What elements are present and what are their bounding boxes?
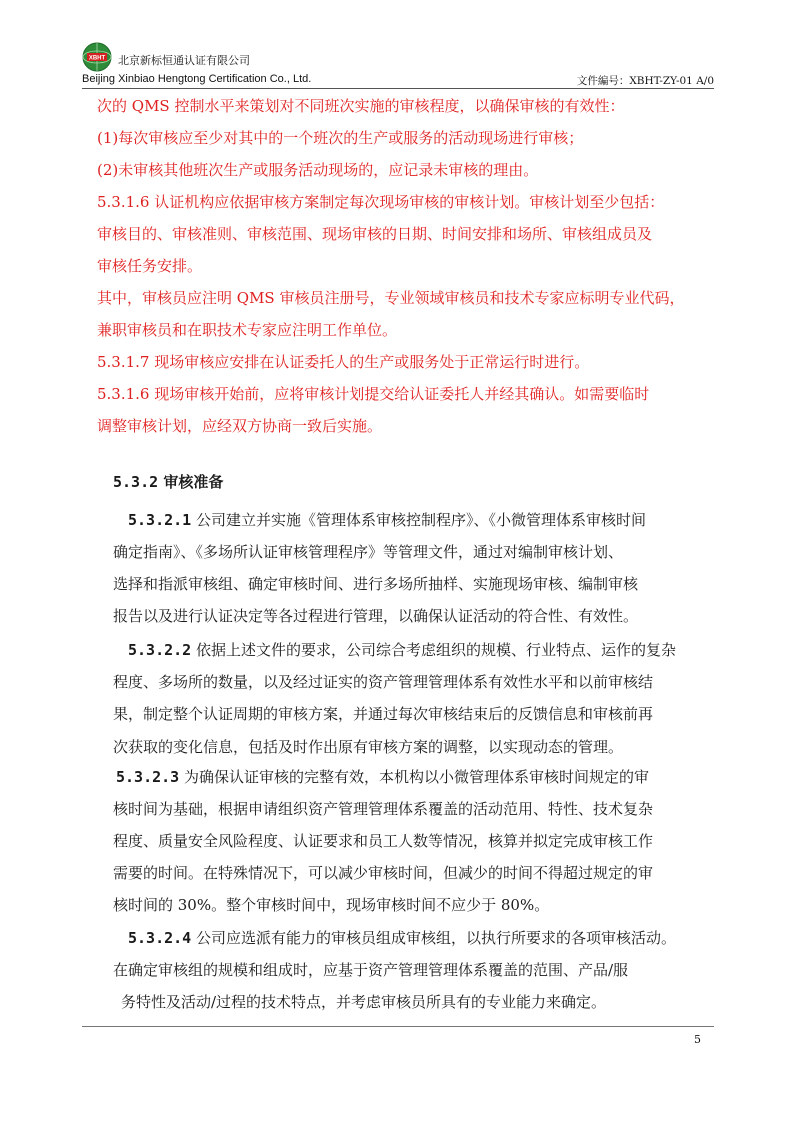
section-heading (113, 472, 223, 492)
body-line: 次的 QMS 控制水平来策划对不同班次实施的审核程度，以确保审核的有效性： (97, 97, 625, 115)
page-header (82, 42, 714, 90)
clause-5-3-1-7-line: 5.3.1.7 现场审核应安排在认证委托人的生产或服务处于正常运行时进行。 (97, 353, 590, 371)
body-line: 兼职审核员和在职技术专家应注明工作单位。 (97, 321, 398, 339)
paragraph-line: 务特性及活动/过程的技术特点，并考虑审核员所具有的专业能力来确定。 (121, 993, 607, 1011)
clause-5-3-1-6b-line: 5.3.1.6 现场审核开始前，应将审核计划提交给认证委托人并经其确认。如需要临时 (97, 385, 650, 403)
document-number: 文件編号：XBHT-ZY-01 A/0 (576, 75, 714, 87)
paragraph-line: 程度、质量安全风险程度、认证要求和员工人数等情况，核算并拟定完成审核工作 (113, 832, 654, 850)
page-number: 5 (694, 1033, 701, 1046)
section-number: 5.3.2 (113, 473, 159, 491)
logo-text: XBHT (88, 55, 106, 62)
footer-divider (82, 1026, 714, 1027)
body-line: 审核任务安排。 (97, 257, 203, 275)
paragraph-line: 程度、多场所的数量，以及经过证实的资产管理管理体系有效性水平和以前审核结 (113, 673, 654, 691)
company-name-en: Beijing Xinbiao Hengtong Certification Co., Ltd. (82, 73, 312, 85)
body-line: (1)每次审核应至少对其中的一个班次的生产或服务的活动现场进行审核； (97, 129, 584, 147)
section-title: 审核准备 (163, 473, 224, 491)
body-line: 审核目的、审核准则、审核范围、现场审核的日期、时间安排和场所、审核组成员及 (97, 225, 653, 243)
body-line: 调整审核计划，应经双方协商一致后实施。 (97, 417, 383, 435)
paragraph-line: 核时间为基础，根据申请组织资产管理管理体系覆盖的活动范用、特性、技术复杂 (113, 800, 654, 818)
clause-number: 5.3.2.4 (128, 929, 192, 947)
header-divider (82, 88, 714, 89)
paragraph-text: 公司应选派有能力的审核员组成审核组，以执行所要求的各项审核活动。 (196, 929, 677, 947)
company-logo (82, 42, 112, 72)
paragraph-line: 确定指南》、《多场所认证审核管理程序》等管理文件，通过对编制审核计划、 (113, 543, 624, 561)
paragraph-text: 依据上述文件的要求，公司综合考虑组织的规模、行业特点、运作的复杂 (196, 641, 677, 659)
paragraph-line: 选择和指派审核组、确定审核时间、进行多场所抽样、实施现场审核、编制审核 (113, 575, 639, 593)
paragraph-5-3-2-4-line (128, 928, 676, 948)
paragraph-5-3-2-3-line (116, 767, 649, 787)
clause-number: 5.3.2.2 (128, 641, 192, 659)
paragraph-line: 需要的时间。在特殊情况下，可以减少审核时间，但减少的时间不得超过规定的审 (113, 864, 654, 882)
body-line: 其中，审核员应注明 QMS 审核员注册号，专业领域审核员和技术专家应标明专业代码， (97, 289, 685, 307)
paragraph-5-3-2-2-line (128, 640, 676, 660)
clause-5-3-1-6-line: 5.3.1.6 认证机构应依据审核方案制定每次现场审核的审核计划。审核计划至少包括： (97, 193, 665, 211)
paragraph-line: 核时间的 30%。整个审核时间中，现场审核时间不应少于 80%。 (113, 896, 550, 914)
clause-number: 5.3.2.3 (116, 768, 180, 786)
body-line: (2)未审核其他班次生产或服务活动现场的，应记录未审核的理由。 (97, 161, 539, 179)
paragraph-line: 报告以及进行认证决定等各过程进行管理，以确保认证活动的符合性、有效性。 (113, 607, 639, 625)
paragraph-line: 次获取的变化信息，包括及时作出原有审核方案的调整，以实现动态的管理。 (113, 738, 624, 756)
paragraph-line: 果，制定整个认证周期的审核方案，并通过每次审核结束后的反馈信息和审核前再 (113, 705, 654, 723)
clause-number: 5.3.2.1 (128, 511, 192, 529)
paragraph-line: 在确定审核组的规模和组成时，应基于资产管理管理体系覆盖的范围、产品/服 (113, 961, 629, 979)
paragraph-text: 公司建立并实施《管理体系审核控制程序》、《小微管理体系审核时间 (196, 511, 647, 529)
paragraph-5-3-2-1-line (128, 510, 646, 530)
company-name-cn: 北京新标恒通认证有限公司 (118, 54, 250, 67)
paragraph-text: 为确保认证审核的完整有效，本机构以小微管理体系审核时间规定的审 (184, 768, 650, 786)
